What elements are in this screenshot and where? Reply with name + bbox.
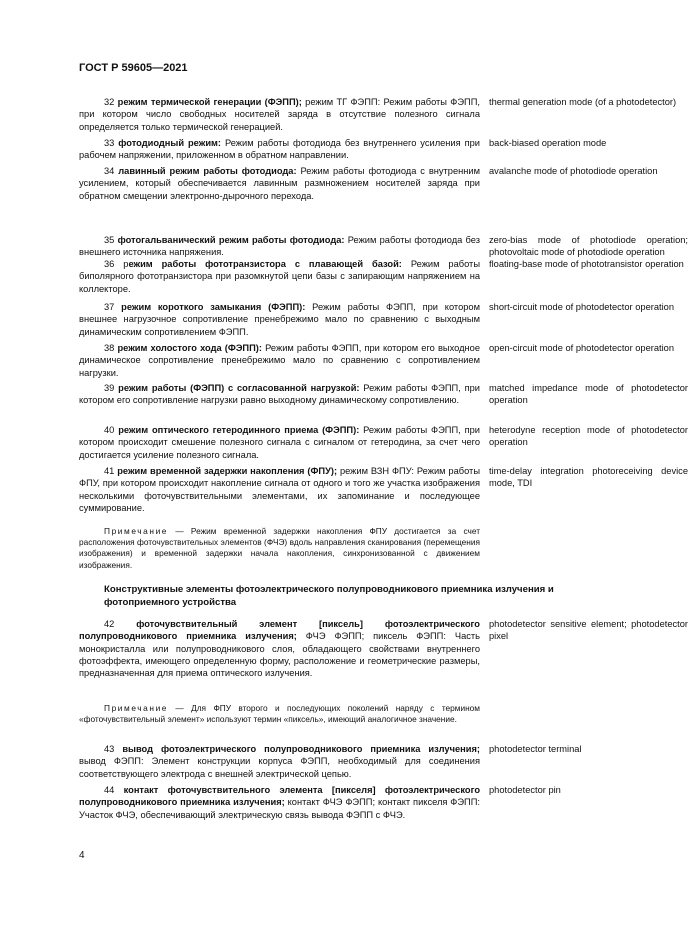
term-text: ФЧЭ ФЭПП; пиксель ФЭПП: Часть монокристалла или полупроводникового слоя, обладающего свойствами внутреннего фотоэффекта, имеющего определенную форму, расположение и геометрические размеры, предназначенная для приема оптического излучения.	[79, 631, 480, 679]
term-english: avalanche mode of photodiode operation	[489, 166, 658, 176]
term-number: 43	[104, 744, 115, 754]
term-english: back-biased operation mode	[489, 138, 607, 148]
term-text: Режим работы фотодиода без внутреннего усиления при рабочем напряжении, приложенном в обратном направлении.	[79, 138, 480, 161]
term-name: режим временной задержки накопления (ФПУ);	[117, 466, 338, 476]
term-definition	[79, 165, 480, 202]
term-number: 38	[104, 343, 115, 353]
term-definition	[79, 784, 480, 821]
term-name: режим термической генерации (ФЭПП);	[117, 97, 302, 107]
term-text: режим ВЗН ФПУ: Режим работы ФПУ, при котором происходит накопление сигнала от одного и того же участка изображения несколькими фоточувствительными элементами, их запоминание и последующее суммирование.	[79, 466, 481, 513]
note-label: Примечание	[104, 526, 169, 536]
term-name: фотогальванический режим работы фотодиода:	[117, 235, 345, 245]
term-text: Режим работы ФЭПП, при котором его выходное динамическое сопротивление пренебрежимо мало по сравнению с сопротивлением нагрузки.	[79, 343, 480, 378]
term-name: режим работы (ФЭПП) с согласованной нагрузкой:	[118, 383, 360, 393]
term-definition	[79, 743, 480, 780]
term-number: 33	[104, 138, 115, 148]
term-text: Режим работы ФЭПП, при котором происходит смешение полезного сигнала с сигналом от гетеродина, за счет чего достигается усиление полезного сигнала.	[79, 425, 480, 460]
term-number: 35	[104, 235, 115, 245]
term-text: Режим работы фотодиода с внутренним усилением, который обеспечивается лавинным размножением носителей заряда при обратном смещении электронно-дырочного перехода.	[79, 166, 481, 201]
term-name: вывод фотоэлектрического полупроводникового приемника излучения;	[122, 744, 480, 754]
note-pixel	[79, 703, 480, 725]
term-english: floating-base mode of phototransistor operation	[489, 259, 684, 269]
term-number: 42	[104, 619, 115, 629]
term-definition	[79, 342, 480, 379]
term-number: 41	[104, 466, 115, 476]
note-tdi	[79, 526, 480, 571]
term-name: лавинный режим работы фотодиода:	[118, 166, 297, 176]
term-number: 36	[104, 259, 115, 269]
term-english: open-circuit mode of photodetector operation	[489, 343, 675, 353]
page-number: 4	[79, 850, 85, 861]
term-name: режим короткого замыкания (ФЭПП):	[121, 302, 306, 312]
document-header: ГОСТ Р 59605—2021	[79, 62, 188, 74]
term-name: режим оптического гетеродинного приема (ФЭПП):	[118, 425, 360, 435]
term-definition	[79, 258, 480, 295]
term-text: контакт ФЧЭ ФЭПП; контакт пикселя ФЭПП: Участок ФЧЭ, обеспечивающий электрическую связь вывода ФЭПП с ФЧЭ.	[79, 797, 481, 820]
term-definition	[79, 234, 480, 259]
term-text: Режим работы ФЭПП, при котором внешнее нагрузочное сопротивление пренебрежимо мало по сравнению с выходным динамическим сопротивлением ФЭПП.	[79, 302, 480, 337]
term-english: short-circuit mode of photodetector operation	[489, 302, 675, 312]
term-name: контакт фоточувствительного элемента [пикселя] фотоэлектрического полупроводникового приемника излучения;	[79, 785, 480, 808]
term-definition	[79, 465, 480, 514]
term-english: time-delay integration photoreceiving device mode, TDI	[489, 466, 688, 489]
section-title: Конструктивные элементы фотоэлектрического полупроводникового приемника излучения и фотоприемного устройства	[104, 584, 554, 608]
note-text: — Для ФПУ второго и последующих поколений наряду с термином «фоточувствительный элемент» используют термин «пиксель», имеющий аналогичное значение.	[79, 703, 480, 725]
term-text: вывод ФЭПП: Элемент конструкции корпуса ФЭПП, необходимый для соединения соответствующего электрода с внешней электрической цепью.	[79, 756, 480, 779]
note-label: Примечание	[104, 703, 169, 713]
term-english: photodetector sensitive element; photodetector pixel	[489, 619, 688, 642]
term-name: фоточувствительный элемент [пиксель] фотоэлектрического полупроводникового приемника излучения;	[79, 619, 480, 642]
term-number: 44	[104, 785, 115, 795]
term-number: 34	[104, 166, 115, 176]
term-english: matched impedance mode of photodetector operation	[489, 383, 688, 406]
term-definition	[79, 618, 480, 679]
term-english: photodetector pin	[489, 785, 561, 795]
note-text: — Режим временной задержки накопления ФПУ достигается за счет расположения фоточувствительных элементов (ФЧЭ) вдоль направления сканирования (перемещения изображения) и временной задержки начала накопления, синхронизованной с движением изображения.	[79, 526, 480, 570]
term-definition	[79, 382, 480, 407]
term-number: 37	[104, 302, 115, 312]
term-name: режим холостого хода (ФЭПП):	[117, 343, 262, 353]
term-name: фотодиодный режим:	[118, 138, 222, 148]
term-number: 40	[104, 425, 115, 435]
term-number: 32	[104, 97, 115, 107]
term-definition	[79, 301, 480, 338]
term-name: ежим работы фототранзистора с плавающей базой:	[128, 259, 402, 269]
term-text: режим ТГ ФЭПП: Режим работы ФЭПП, при котором число свободных носителей заряда в отсутствие полезного сигнала определяется только термической генерацией.	[79, 97, 480, 132]
term-definition	[79, 96, 480, 133]
term-english: heterodyne reception mode of photodetector operation	[489, 425, 688, 448]
term-text: Режим работы фотодиода без внешнего источника напряжения.	[79, 235, 480, 258]
term-definition	[79, 137, 480, 162]
term-prefix: р	[123, 259, 129, 269]
term-english: photodetector terminal	[489, 744, 582, 754]
term-text: Режим работы биполярного фототранзистора при разомкнутой цепи базы с запирающим напряжением на коллекторе.	[79, 259, 481, 294]
term-definition	[79, 424, 480, 461]
term-text: Режим работы ФЭПП, при котором его сопротивление нагрузки равно выходному динамическому сопротивлению.	[79, 383, 480, 406]
term-number: 39	[104, 383, 115, 393]
term-english: zero-bias mode of photodiode operation; photovoltaic mode of photodiode operation	[489, 235, 688, 258]
term-english: thermal generation mode (of a photodetector)	[489, 97, 677, 107]
